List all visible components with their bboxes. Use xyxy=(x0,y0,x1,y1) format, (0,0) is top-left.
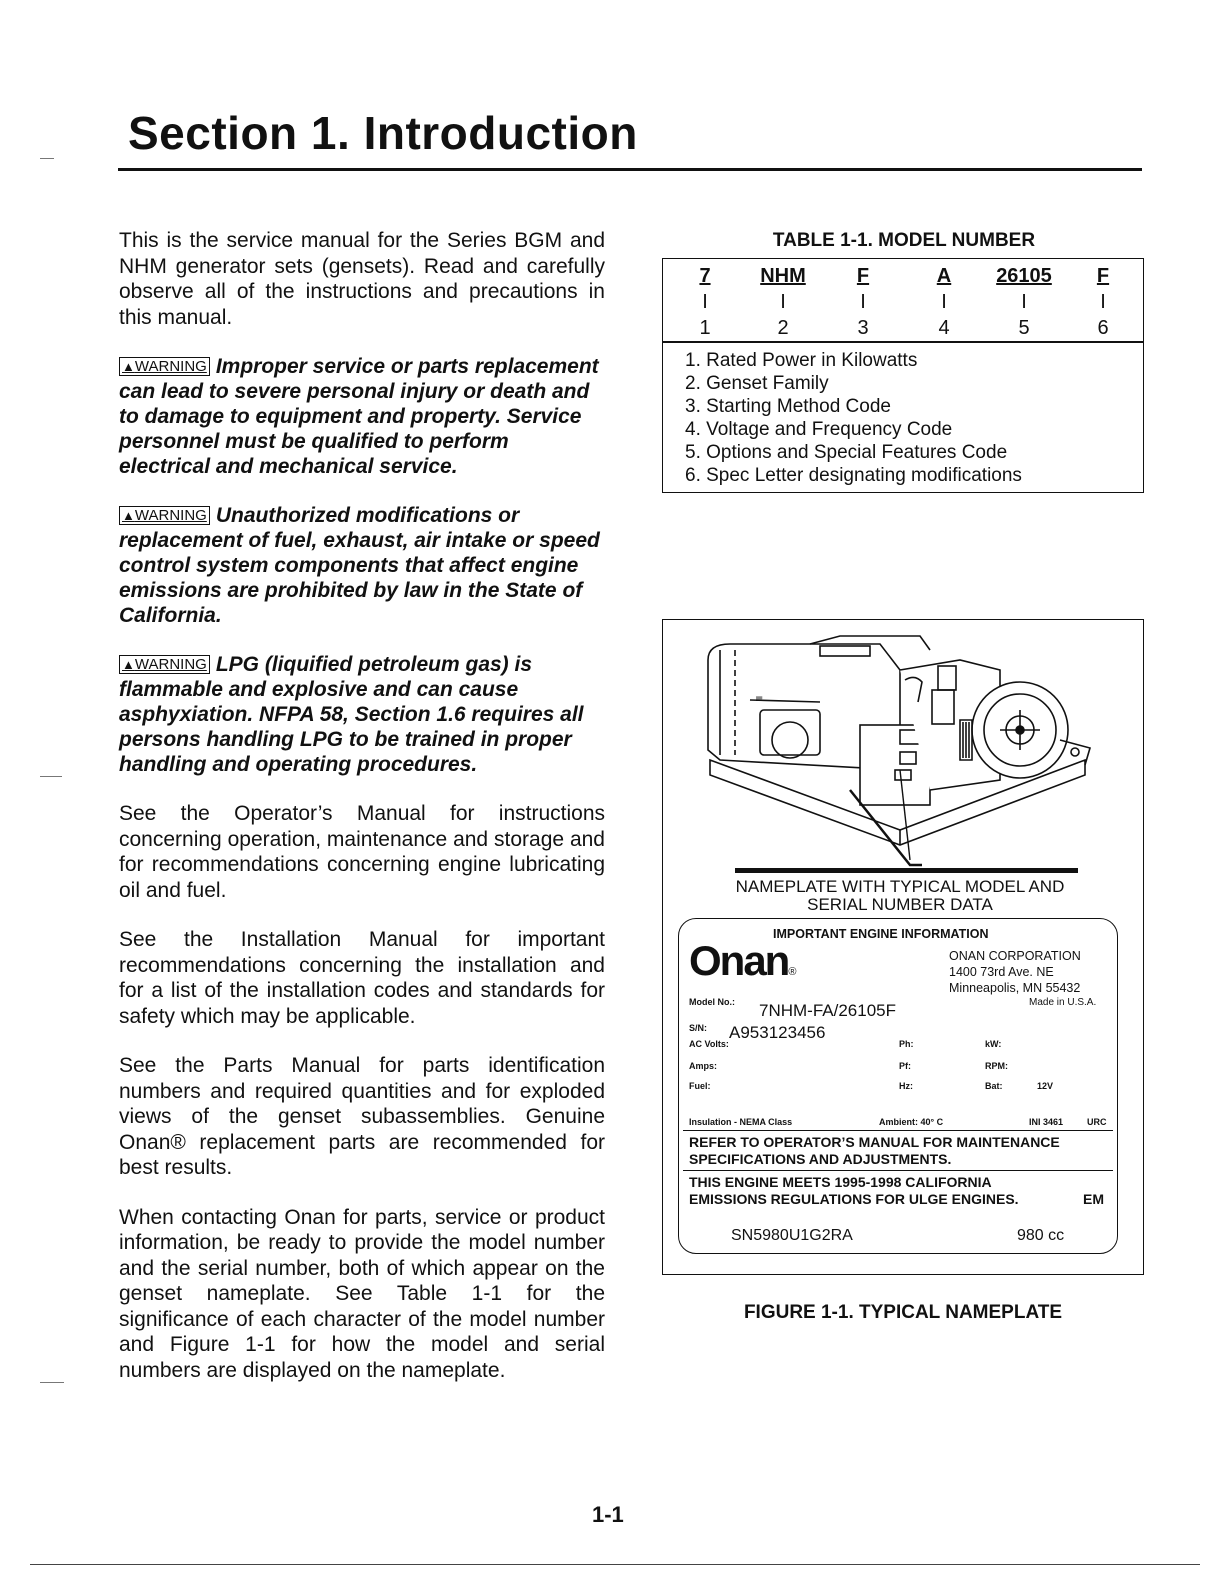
kw-label: kW: xyxy=(985,1039,1002,1049)
model-code-cell: F xyxy=(856,265,870,287)
pf-label: Pf: xyxy=(899,1061,911,1071)
tick-mark: I xyxy=(1021,291,1027,313)
legend-item: 2. Genset Family xyxy=(685,373,829,394)
engine-serial: SN5980U1G2RA xyxy=(731,1227,853,1244)
position-number: 5 xyxy=(1018,317,1030,339)
position-number: 4 xyxy=(938,317,950,339)
sn-label: S/N: xyxy=(689,1023,707,1033)
intro-paragraph: This is the service manual for the Series BGM and NHM generator sets (gensets). Read and carefully observe all of the instructions and precautions in this manual. xyxy=(119,229,605,329)
figure-label: FIGURE 1-1. TYPICAL NAMEPLATE xyxy=(743,1302,1063,1323)
warning-triangle-icon: ▲ xyxy=(122,359,135,374)
ambient-temp: Ambient: 40° C xyxy=(879,1117,944,1127)
margin-mark xyxy=(40,776,62,777)
company-name: ONAN CORPORATION xyxy=(949,949,1081,963)
nameplate-divider xyxy=(683,1170,1113,1171)
image-caption: NAMEPLATE WITH TYPICAL MODEL AND SERIAL NUMBER DATA xyxy=(735,877,1065,914)
position-number: 1 xyxy=(699,317,711,339)
bat-label: Bat: xyxy=(985,1081,1003,1091)
nameplate-divider xyxy=(683,1130,1113,1131)
page-title: Section 1. Introduction xyxy=(128,107,638,159)
position-number: 3 xyxy=(857,317,869,339)
tick-mark: I xyxy=(702,291,708,313)
emissions-notice: THIS ENGINE MEETS 1995-1998 CALIFORNIA EMISSIONS REGULATIONS FOR ULGE ENGINES. xyxy=(689,1174,1019,1207)
model-code-cell: A xyxy=(936,265,952,287)
nameplate xyxy=(678,918,1118,1254)
legend-item: 1. Rated Power in Kilowatts xyxy=(685,350,918,371)
warning-text: Improper service or parts replacement can lead to severe personal injury or death and to damage to equipment and property. Service personnel must be qualified to perform electrical and mechanical service. xyxy=(119,355,599,478)
model-legend-list xyxy=(685,349,1022,487)
ini-code: INI 3461 xyxy=(1029,1117,1064,1127)
fuel-label: Fuel: xyxy=(689,1081,711,1091)
warning-badge: ▲WARNING xyxy=(119,357,210,376)
figure-divider xyxy=(735,868,1078,873)
model-number-table xyxy=(662,258,1144,493)
engine-displacement: 980 cc xyxy=(1017,1227,1065,1244)
model-label: Model No.: xyxy=(689,997,735,1007)
bat-value: 12V xyxy=(1037,1081,1054,1091)
contacting-onan-paragraph: When contacting Onan for parts, service or product information, be ready to provide the model number and the serial number, both of which appear on the genset nameplate. See Table 1-1 for the significance of each character of the model number and Figure 1-1 for how the model and serial numbers are displayed on the nameplate. xyxy=(119,1205,605,1382)
warning-block xyxy=(119,354,605,479)
rpm-label: RPM: xyxy=(985,1061,1008,1071)
legend-item: 4. Voltage and Frequency Code xyxy=(685,419,953,440)
model-code-cell: NHM xyxy=(760,265,806,287)
tick-mark: I xyxy=(1100,291,1106,313)
legend-item: 5. Options and Special Features Code xyxy=(685,442,1008,463)
model-code-cell: 26105 xyxy=(996,265,1052,287)
operators-manual-paragraph: See the Operator’s Manual for instructions concerning operation, maintenance and storage and for recommendations concerning engine lubricating oil and fuel. xyxy=(119,802,605,902)
onan-logo: Onan® xyxy=(689,937,797,984)
made-in: Made in U.S.A. xyxy=(1029,997,1097,1008)
warning-text: LPG (liquified petroleum gas) is flammable and explosive and can cause asphyxiation. NFPA 58, Section 1.6 requires all persons handling LPG to be trained in proper handling and operating procedures. xyxy=(119,653,584,776)
position-number: 2 xyxy=(777,317,789,339)
model-code-cell: 7 xyxy=(699,265,711,287)
legend-item: 3. Starting Method Code xyxy=(685,396,891,417)
margin-mark xyxy=(40,158,54,159)
ph-label: Ph: xyxy=(899,1039,914,1049)
warning-triangle-icon: ▲ xyxy=(122,657,135,672)
nameplate-heading: IMPORTANT ENGINE INFORMATION xyxy=(773,927,989,941)
warning-badge: ▲WARNING xyxy=(119,655,210,674)
page-number: 1-1 xyxy=(592,1502,624,1527)
genset-illustration xyxy=(700,630,1100,875)
sn-value: A953123456 xyxy=(729,1023,826,1042)
model-value: 7NHM-FA/26105F xyxy=(759,1001,896,1020)
left-column xyxy=(119,228,605,1407)
bottom-rule xyxy=(30,1564,1200,1565)
em-mark: EM xyxy=(1083,1191,1104,1207)
tick-mark: I xyxy=(780,291,786,313)
position-number: 6 xyxy=(1097,317,1109,339)
ac-volts-label: AC Volts: xyxy=(689,1039,729,1049)
warning-block xyxy=(119,503,605,628)
refer-notice: REFER TO OPERATOR’S MANUAL FOR MAINTENANCE SPECIFICATIONS AND ADJUSTMENTS. xyxy=(689,1134,1060,1167)
svg-text:≡: ≡ xyxy=(755,694,764,705)
model-code-cell: F xyxy=(1096,265,1110,287)
warning-badge: ▲WARNING xyxy=(119,506,210,525)
company-address-2: Minneapolis, MN 55432 xyxy=(949,981,1081,995)
tick-mark: I xyxy=(941,291,947,313)
title-rule xyxy=(118,168,1142,171)
warning-block xyxy=(119,652,605,777)
warning-triangle-icon: ▲ xyxy=(122,508,135,523)
company-address-1: 1400 73rd Ave. NE xyxy=(949,965,1054,979)
urc-code: URC xyxy=(1087,1117,1107,1127)
installation-manual-paragraph: See the Installation Manual for important recommendations concerning the installation and for a list of the installation codes and standards for safety which may be applicable. xyxy=(119,928,605,1028)
insulation-class: Insulation - NEMA Class xyxy=(689,1117,793,1127)
hz-label: Hz: xyxy=(899,1081,913,1091)
warning-text: Unauthorized modifications or replacement of fuel, exhaust, air intake or speed control system components that affect engine emissions are prohibited by law in the State of California. xyxy=(119,504,600,627)
margin-mark xyxy=(40,1382,64,1383)
legend-item: 6. Spec Letter designating modifications xyxy=(685,465,1022,486)
parts-manual-paragraph: See the Parts Manual for parts identification numbers and required quantities and for exploded views of the genset subassemblies. Genuine Onan® replacement parts are recommended for best results. xyxy=(119,1054,605,1179)
table-divider xyxy=(663,341,1143,343)
table-caption: TABLE 1-1. MODEL NUMBER xyxy=(772,230,1036,251)
tick-mark: I xyxy=(860,291,866,313)
amps-label: Amps: xyxy=(689,1061,718,1071)
